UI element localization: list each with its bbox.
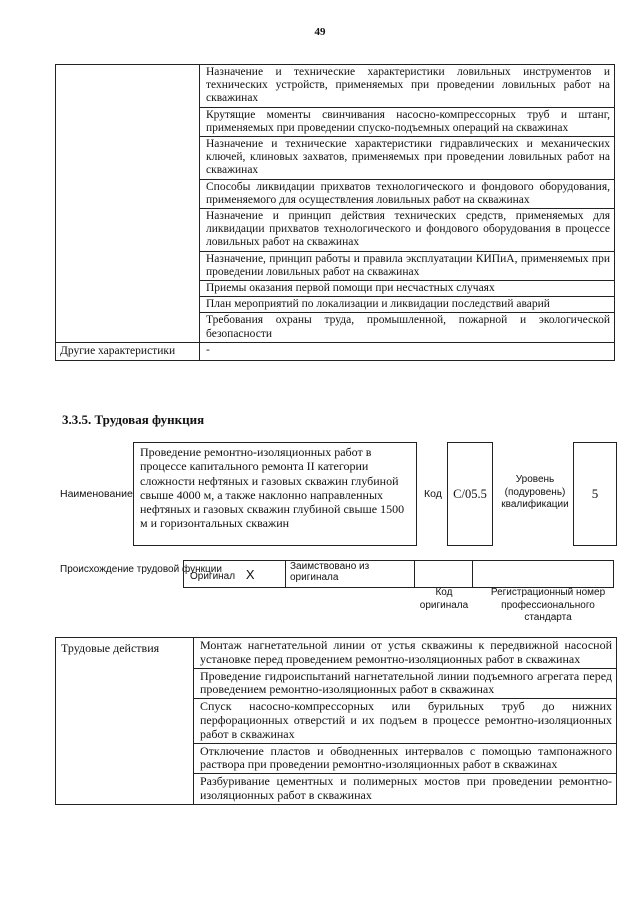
- knowledge-item: Назначение и принцип действия технических средств, применяемых для ликвидации прихватов технологического и фондового оборудования в процессе ловильных работ на скважинах: [200, 209, 615, 252]
- table-row: [56, 342, 615, 360]
- name-label: Наименование: [60, 488, 133, 500]
- other-characteristics-label: Другие характеристики: [56, 342, 200, 360]
- action-item: Отключение пластов и обводненных интервалов с помощью тампонажного раствора при проведении ремонтно-изоляционных работ в скважинах: [194, 743, 617, 774]
- knowledge-item: Приемы оказания первой помощи при несчастных случаях: [200, 281, 615, 297]
- code-label: Код: [424, 488, 442, 500]
- origin-code-cell: [415, 561, 473, 588]
- actions-label: Трудовые действия: [56, 638, 194, 805]
- action-item: Проведение гидроиспытаний нагнетательной линии подъемного агрегата перед проведением ремонтно-изоляционных работ в скважинах: [194, 668, 617, 699]
- origin-reg-cell: [473, 561, 614, 588]
- origin-label: Происхождение трудовой функции: [60, 564, 222, 575]
- action-item: Спуск насосно-компрессорных или бурильных труб до нижних перфорационных отверстий и их подъем в процессе ремонтно-изоляционных работ в скважинах: [194, 699, 617, 743]
- action-item: Разбуривание цементных и полимерных мостов при проведении ремонтно-изоляционных работ в скважинах: [194, 774, 617, 805]
- knowledge-item: Назначение, принцип работы и правила эксплуатации КИПиА, применяемых при проведении ловильных работ на скважинах: [200, 251, 615, 280]
- action-item: Монтаж нагнетательной линии от устья скважины к передвижной насосной установке перед проведением ремонтно-изоляционных работ в скважинах: [194, 638, 617, 669]
- knowledge-label-cell: [56, 65, 200, 343]
- knowledge-item: План мероприятий по локализации и ликвидации последствий аварий: [200, 297, 615, 313]
- knowledge-item: Крутящие моменты свинчивания насосно-компрессорных труб и штанг, применяемых при проведении спуско-подъемных операций на скважинах: [200, 107, 615, 136]
- page-number: 49: [314, 26, 326, 38]
- reg-caption: Регистрационный номер профессионального стандарта: [490, 587, 606, 623]
- code-caption: Код оригинала: [419, 587, 469, 611]
- level-box: 5: [573, 442, 617, 546]
- knowledge-item: Назначение и технические характеристики гидравлических и механических ключей, клиновых захватов, применяемых при проведении ловильных работ на скважинах: [200, 137, 615, 180]
- table-row: [56, 638, 617, 669]
- origin-table: [183, 560, 614, 588]
- original-mark: X: [245, 566, 255, 582]
- other-characteristics-value: -: [200, 342, 615, 360]
- knowledge-item: Требования охраны труда, промышленной, пожарной и экологической безопасности: [200, 313, 615, 342]
- actions-table: [55, 637, 617, 805]
- original-label: Оригинал: [190, 570, 236, 582]
- function-code-box: C/05.5: [447, 442, 493, 546]
- knowledge-table: [55, 64, 615, 361]
- function-name-box: Проведение ремонтно-изоляционных работ в процессе капитального ремонта II категории сложности нефтяных и газовых скважин глубиной свыше 4000 м, а также наклонно направленных нефтяных и газовых скважин глубиной свыше 1500 м и горизонтальных скважин: [133, 442, 417, 546]
- table-row: [184, 561, 614, 588]
- knowledge-item: Назначение и технические характеристики ловильных инструментов и технических устройств, применяемых при проведении ловильных работ на скважинах: [200, 65, 615, 108]
- knowledge-item: Способы ликвидации прихватов технологического и фондового оборудования, применяемого для осуществления ловильных работ на скважинах: [200, 179, 615, 208]
- origin-original-cell: [184, 561, 286, 588]
- level-label: Уровень (подуровень) квалификации: [501, 474, 569, 510]
- origin-borrowed-cell: Заимствовано из оригинала: [286, 561, 415, 588]
- table-row: [56, 65, 615, 108]
- section-title: 3.3.5. Трудовая функция: [62, 412, 205, 427]
